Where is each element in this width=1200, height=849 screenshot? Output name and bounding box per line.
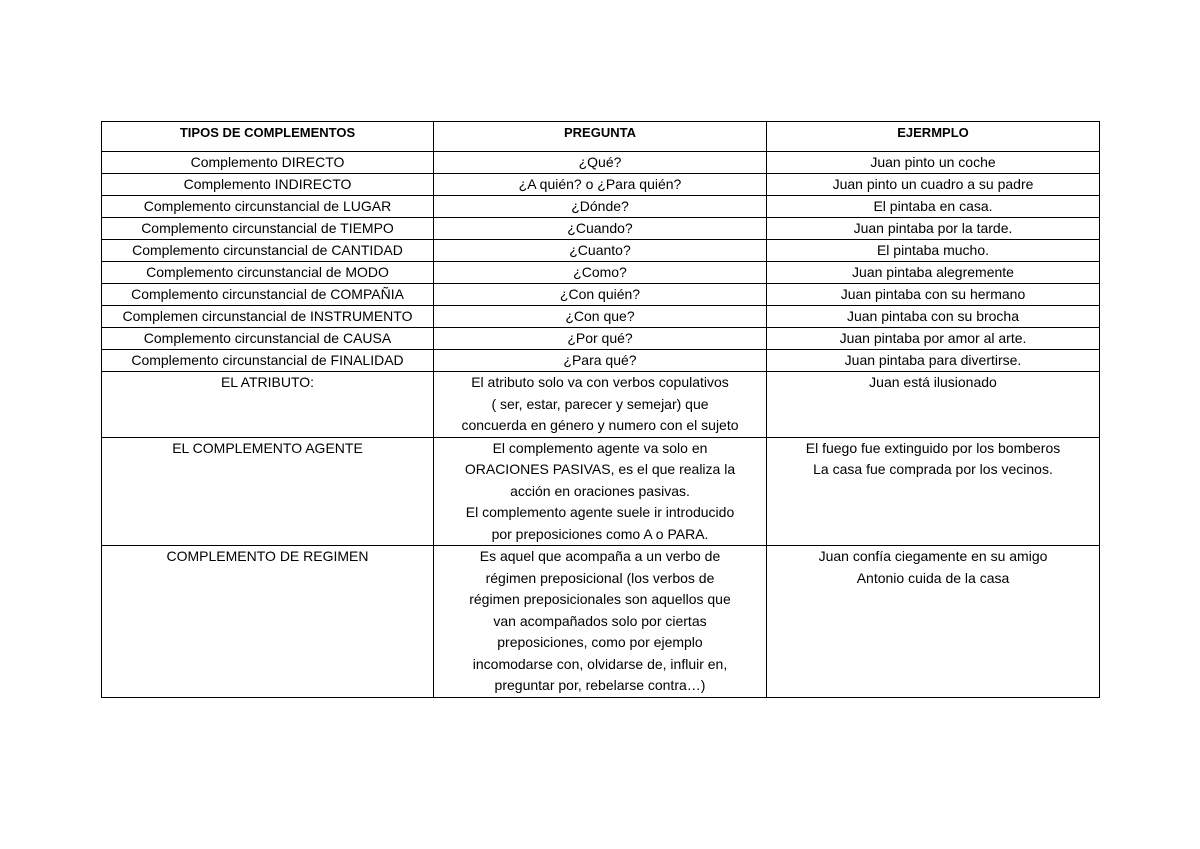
cell-pregunta: Es aquel que acompaña a un verbo de régimen preposicional (los verbos de régimen preposicionales son aquellos que van acompañados solo por ciertas preposiciones, como por ejemplo incomodarse con, olvidarse de, influir en, preguntar por, rebelarse contra…) [434,546,767,698]
cell-ejemplo: El pintaba en casa. [767,196,1100,218]
cell-ejemplo: Juan pintaba alegremente [767,262,1100,284]
cell-pregunta: El complemento agente va solo en ORACIONES PASIVAS, es el que realiza la acción en oraciones pasivas. El complemento agente suele ir introducido por preposiciones como A o PARA. [434,437,767,546]
table-row [102,240,1100,262]
cell-ejemplo: Juan pintaba por amor al arte. [767,328,1100,350]
table-row [102,306,1100,328]
cell-ejemplo: Juan está ilusionado [767,372,1100,438]
cell-tipo: Complemento circunstancial de TIEMPO [102,218,434,240]
cell-ejemplo: Juan pinto un cuadro a su padre [767,174,1100,196]
table-row [102,546,1100,698]
cell-tipo: COMPLEMENTO DE REGIMEN [102,546,434,698]
cell-pregunta: ¿Qué? [434,152,767,174]
cell-ejemplo: Juan pintaba con su hermano [767,284,1100,306]
table-row [102,262,1100,284]
table-row [102,284,1100,306]
table-row [102,174,1100,196]
cell-ejemplo: El pintaba mucho. [767,240,1100,262]
header-tipos: TIPOS DE COMPLEMENTOS [102,122,434,152]
table-row [102,372,1100,438]
cell-pregunta: ¿Con quién? [434,284,767,306]
cell-tipo: Complemento circunstancial de COMPAÑIA [102,284,434,306]
cell-tipo: Complemento circunstancial de CAUSA [102,328,434,350]
cell-pregunta: ¿Cuando? [434,218,767,240]
cell-pregunta: El atributo solo va con verbos copulativos ( ser, estar, parecer y semejar) que concuerda en género y numero con el sujeto [434,372,767,438]
cell-tipo: Complemento INDIRECTO [102,174,434,196]
table-header-row [102,122,1100,152]
table-row [102,196,1100,218]
complements-table [101,121,1100,698]
cell-pregunta: ¿Como? [434,262,767,284]
cell-pregunta: ¿Cuanto? [434,240,767,262]
header-ejemplo: EJERMPLO [767,122,1100,152]
cell-pregunta: ¿A quién? o ¿Para quién? [434,174,767,196]
cell-ejemplo: Juan pintaba para divertirse. [767,350,1100,372]
cell-tipo: EL COMPLEMENTO AGENTE [102,437,434,546]
cell-pregunta: ¿Por qué? [434,328,767,350]
cell-tipo: Complemento circunstancial de CANTIDAD [102,240,434,262]
table-row [102,328,1100,350]
cell-ejemplo: El fuego fue extinguido por los bomberos La casa fue comprada por los vecinos. [767,437,1100,546]
cell-ejemplo: Juan pintaba con su brocha [767,306,1100,328]
table-row [102,437,1100,546]
header-pregunta: PREGUNTA [434,122,767,152]
cell-tipo: Complemento circunstancial de LUGAR [102,196,434,218]
cell-pregunta: ¿Con que? [434,306,767,328]
cell-ejemplo: Juan pintaba por la tarde. [767,218,1100,240]
cell-pregunta: ¿Dónde? [434,196,767,218]
cell-ejemplo: Juan pinto un coche [767,152,1100,174]
cell-ejemplo: Juan confía ciegamente en su amigo Antonio cuida de la casa [767,546,1100,698]
cell-tipo: EL ATRIBUTO: [102,372,434,438]
cell-tipo: Complemen circunstancial de INSTRUMENTO [102,306,434,328]
table-row [102,350,1100,372]
cell-tipo: Complemento DIRECTO [102,152,434,174]
cell-pregunta: ¿Para qué? [434,350,767,372]
cell-tipo: Complemento circunstancial de MODO [102,262,434,284]
cell-tipo: Complemento circunstancial de FINALIDAD [102,350,434,372]
table-row [102,152,1100,174]
table-row [102,218,1100,240]
